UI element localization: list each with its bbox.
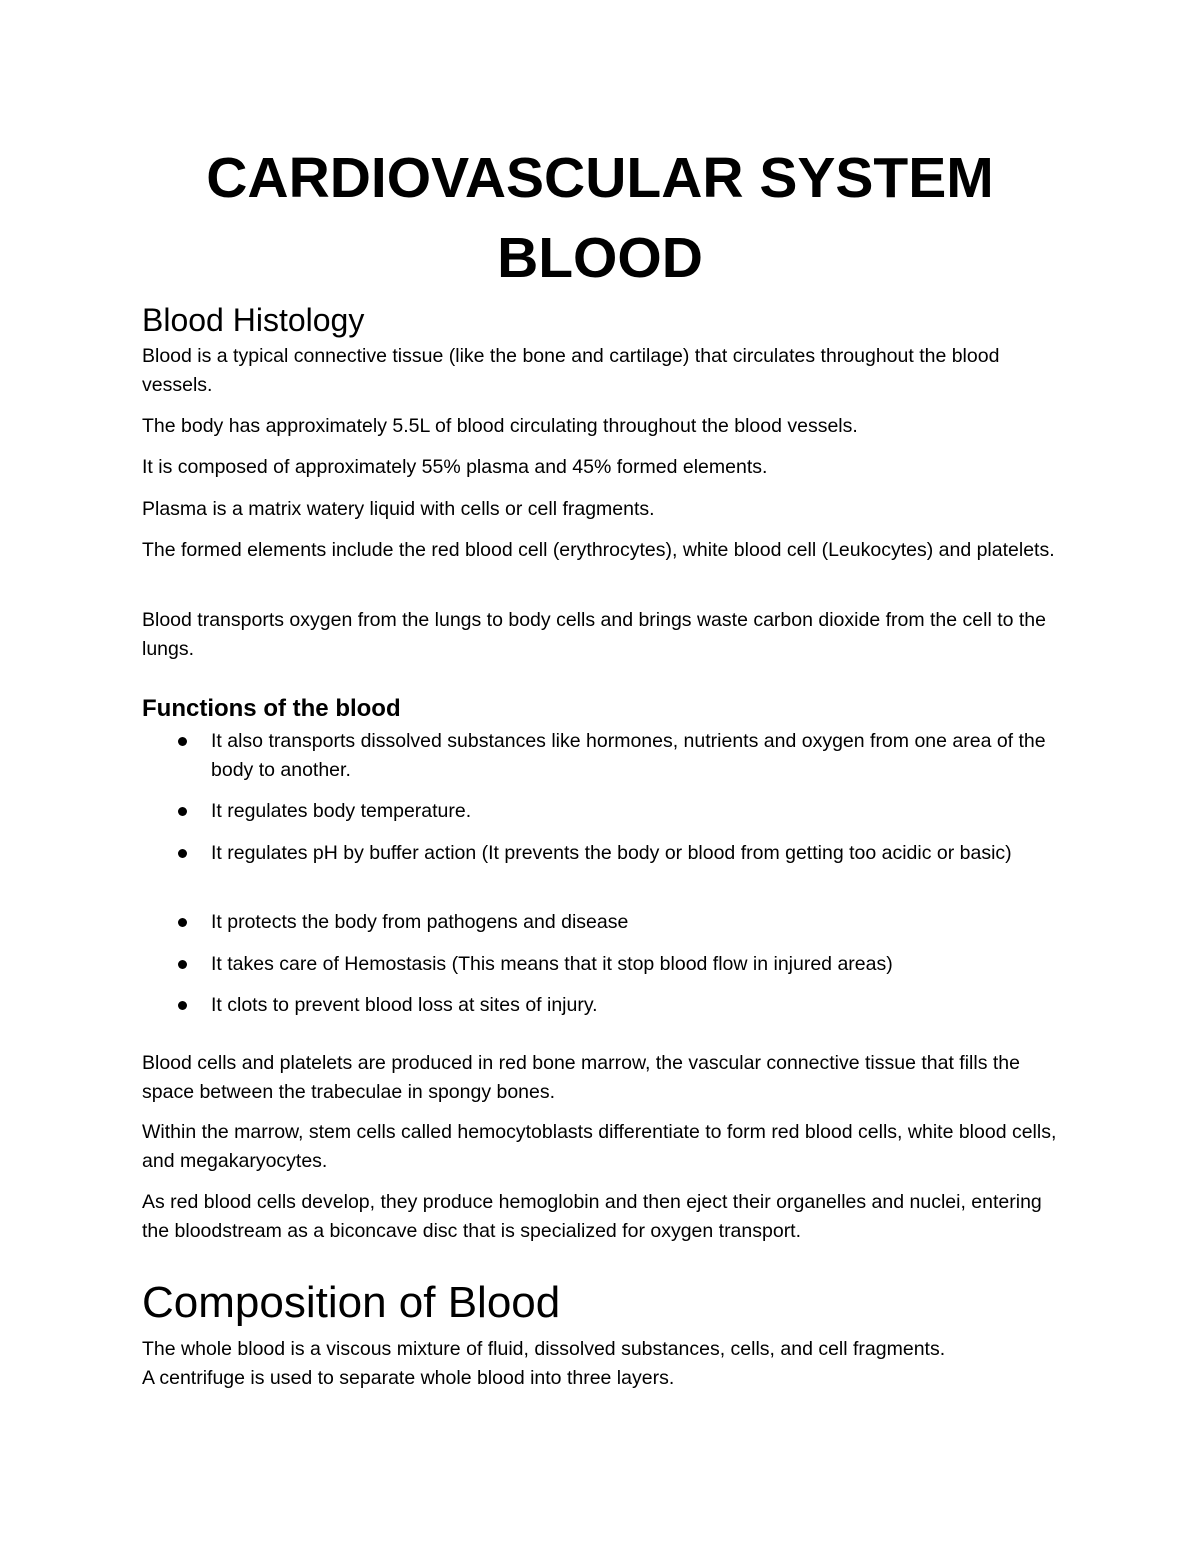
paragraph-histology-6: Blood transports oxygen from the lungs to body cells and brings waste carbon dioxide from the cell to the lungs.	[142, 609, 1046, 660]
paragraph-marrow-1: Blood cells and platelets are produced in red bone marrow, the vascular connective tissue that fills the space between the trabeculae in spongy bones.	[142, 1052, 1020, 1103]
paragraph-histology-5: The formed elements include the red blood cell (erythrocytes), white blood cell (Leukocytes) and platelets.	[142, 539, 1055, 561]
list-item-text: It protects the body from pathogens and disease	[211, 911, 629, 933]
bullet-dot-icon	[178, 849, 187, 858]
bullet-dot-icon	[178, 960, 187, 969]
paragraph-histology-2: The body has approximately 5.5L of blood circulating throughout the blood vessels.	[142, 415, 858, 437]
paragraph-histology-1: Blood is a typical connective tissue (like the bone and cartilage) that circulates throughout the blood vessels.	[142, 345, 1000, 396]
document-title-line-2: BLOOD	[497, 226, 703, 290]
document-title-line-1: CARDIOVASCULAR SYSTEM	[206, 146, 994, 210]
paragraph-histology-3: It is composed of approximately 55% plasma and 45% formed elements.	[142, 456, 768, 478]
bullet-dot-icon	[178, 807, 187, 816]
section-heading-composition: Composition of Blood	[142, 1278, 561, 1327]
list-item-text: It clots to prevent blood loss at sites of injury.	[211, 994, 598, 1016]
list-item-text: It regulates pH by buffer action (It prevents the body or blood from getting too acidic or basic)	[211, 842, 1012, 864]
paragraph-marrow-3: As red blood cells develop, they produce hemoglobin and then eject their organelles and nuclei, entering the bloodstream as a biconcave disc that is specialized for oxygen transport.	[142, 1191, 1042, 1242]
bullet-dot-icon	[178, 737, 187, 746]
list-item-text: It regulates body temperature.	[211, 800, 472, 822]
paragraph-composition-2: A centrifuge is used to separate whole blood into three layers.	[142, 1367, 675, 1389]
list-item-text: It also transports dissolved substances like hormones, nutrients and oxygen from one area of the body to another.	[211, 730, 1046, 781]
section-heading-blood-histology: Blood Histology	[142, 302, 365, 338]
bullet-dot-icon	[178, 1001, 187, 1010]
paragraph-marrow-2: Within the marrow, stem cells called hemocytoblasts differentiate to form red blood cells, white blood cells, and megakaryocytes.	[142, 1121, 1057, 1172]
list-item-text: It takes care of Hemostasis (This means that it stop blood flow in injured areas)	[211, 953, 893, 975]
paragraph-composition-1: The whole blood is a viscous mixture of fluid, dissolved substances, cells, and cell fragments.	[142, 1338, 946, 1360]
paragraph-histology-4: Plasma is a matrix watery liquid with cells or cell fragments.	[142, 498, 655, 520]
section-heading-functions: Functions of the blood	[142, 695, 401, 722]
bullet-dot-icon	[178, 918, 187, 927]
